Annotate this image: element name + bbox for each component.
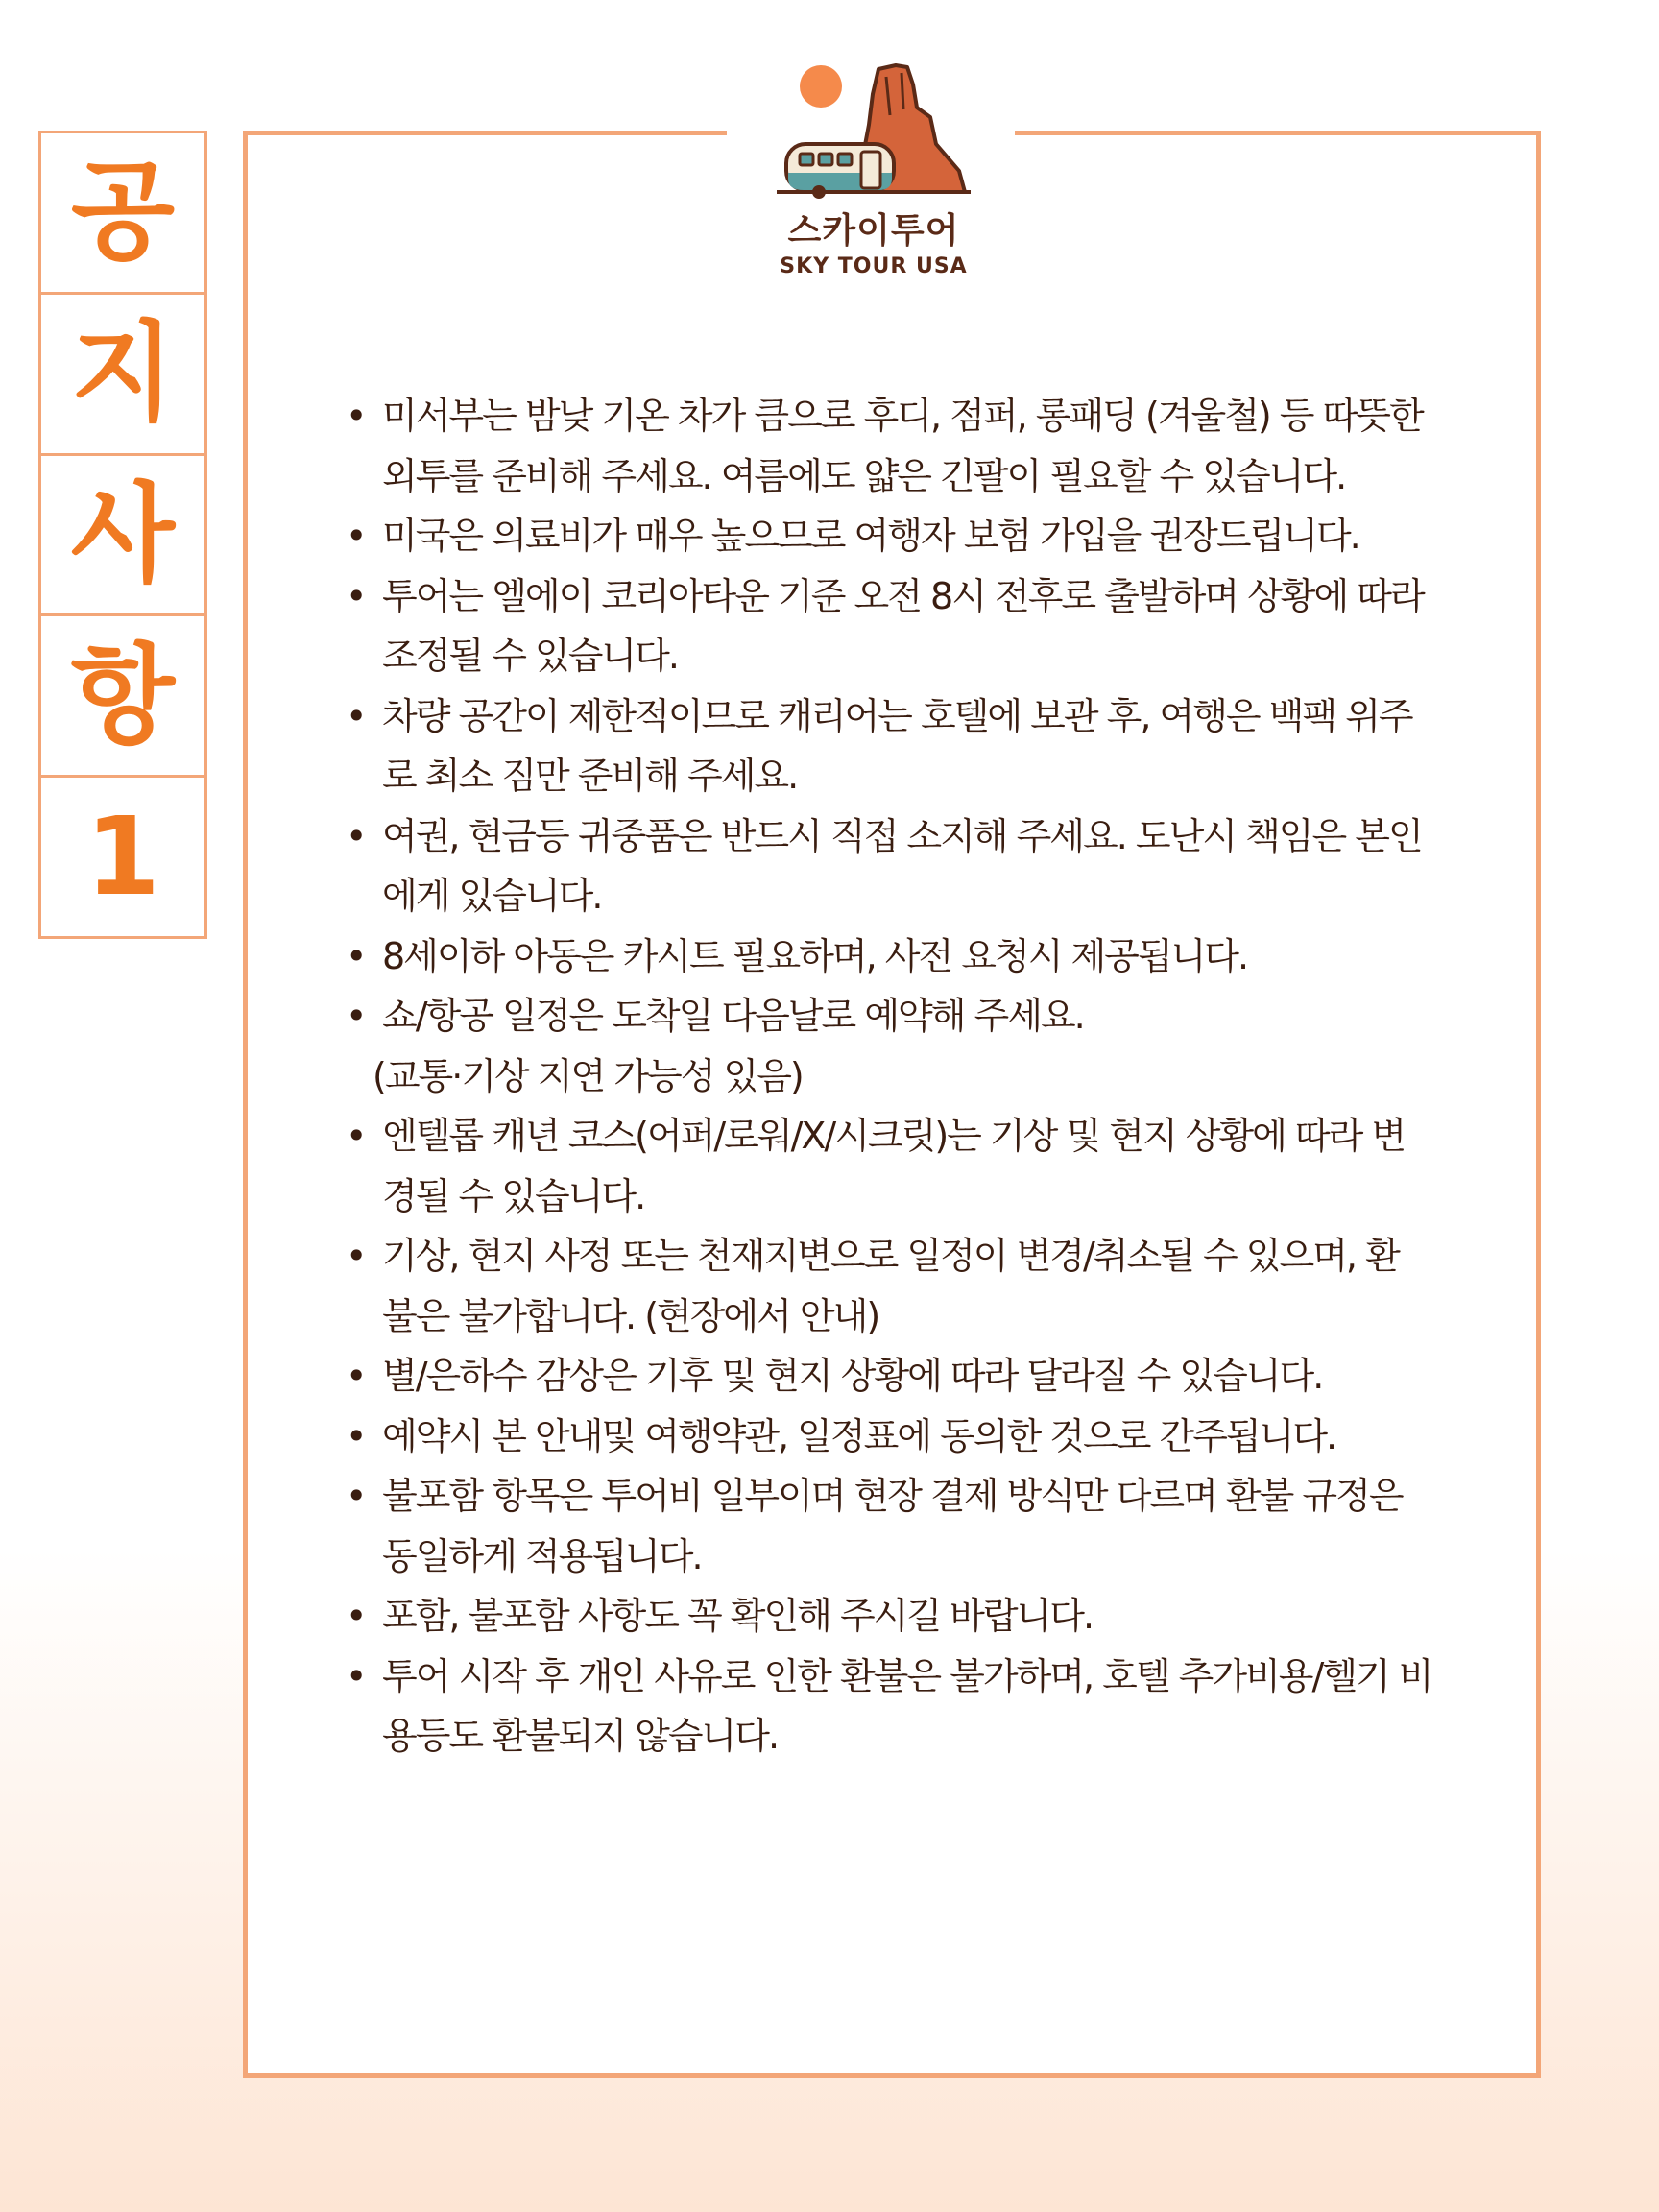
brand-name-english: SKY TOUR USA (780, 254, 968, 278)
brand-logo (758, 58, 989, 298)
side-title-char-3: 사 (41, 456, 204, 617)
notice-text: • 예약시 본 안내및 여행약관, 일정표에 동의한 것으로 간주됩니다. (382, 1414, 1336, 1457)
notice-text: 로 최소 짐만 준비해 주세요. (382, 755, 798, 797)
notice-text: 불은 불가합니다. (현장에서 안내) (382, 1294, 879, 1337)
notice-text: • 별/은하수 감상은 기후 및 현지 상황에 따라 달라질 수 있습니다. (382, 1355, 1323, 1397)
notice-text: 경될 수 있습니다. (382, 1174, 645, 1217)
side-title-char-2: 지 (41, 295, 204, 456)
notice-text: • 차량 공간이 제한적이므로 캐리어는 호텔에 보관 후, 여행은 백팩 위주 (382, 694, 1412, 737)
notice-item (344, 1346, 1496, 1407)
notice-item (344, 506, 1496, 566)
notice-item (344, 1647, 1496, 1767)
notice-text: • 투어는 엘에이 코리아타운 기준 오전 8시 전후로 출발하며 상황에 따라 (382, 574, 1424, 617)
notice-text: 동일하게 적용됩니다. (382, 1534, 702, 1577)
notice-text: 에게 있습니다. (382, 875, 602, 917)
notice-text: • 기상, 현지 사정 또는 천재지변으로 일정이 변경/취소될 수 있으며, 환 (382, 1235, 1399, 1277)
notice-text: • 포함, 불포함 사항도 꼭 확인해 주시길 바랍니다. (382, 1595, 1094, 1637)
notice-text: • 여권, 현금등 귀중품은 반드시 직접 소지해 주세요. 도난시 책임은 본인 (382, 814, 1422, 857)
notice-item (344, 1226, 1496, 1346)
notice-item (344, 566, 1496, 686)
desert-rock-trailer-logo-icon (773, 58, 974, 202)
side-title-box (38, 131, 207, 939)
notice-subnote: (교통·기상 지연 가능성 있음) (373, 1054, 803, 1097)
side-title-number: 1 (85, 794, 160, 920)
notice-item (344, 926, 1496, 987)
notice-item (344, 986, 1496, 1046)
notice-text: • 8세이하 아동은 카시트 필요하며, 사전 요청시 제공됩니다. (382, 934, 1248, 977)
notice-list (344, 386, 1496, 1767)
notice-text: 외투를 준비해 주세요. 여름에도 얇은 긴팔이 필요할 수 있습니다. (382, 454, 1346, 497)
notice-item (344, 686, 1496, 806)
notice-item (344, 1586, 1496, 1647)
notice-text: • 쇼/항공 일정은 도착일 다음날로 예약해 주세요. (382, 995, 1084, 1037)
notice-text: • 미국은 의료비가 매우 높으므로 여행자 보험 가입을 권장드립니다. (382, 515, 1359, 557)
notice-item (344, 1466, 1496, 1586)
side-title-char-1: 공 (41, 133, 204, 295)
notice-text: • 불포함 항목은 투어비 일부이며 현장 결제 방식만 다르며 환불 규정은 (382, 1475, 1403, 1517)
notice-text: • 투어 시작 후 개인 사유로 인한 환불은 불가하며, 호텔 추가비용/헬기 비 (382, 1654, 1432, 1697)
side-title-char-4: 항 (41, 616, 204, 778)
notice-item (344, 386, 1496, 506)
notice-text: • 엔텔롭 캐년 코스(어퍼/로워/X/시크릿)는 기상 및 현지 상황에 따라 변 (382, 1115, 1406, 1157)
notice-item (344, 806, 1496, 926)
notice-item (344, 1407, 1496, 1467)
notice-text: 조정될 수 있습니다. (382, 635, 678, 677)
notice-text: • 미서부는 밤낮 기온 차가 큼으로 후디, 점퍼, 롱패딩 (겨울철) 등 따뜻한 (382, 395, 1423, 437)
notice-item (344, 1106, 1496, 1226)
notice-text: 용등도 환불되지 않습니다. (382, 1715, 779, 1757)
brand-name-korean: 스카이투어 (787, 211, 960, 251)
